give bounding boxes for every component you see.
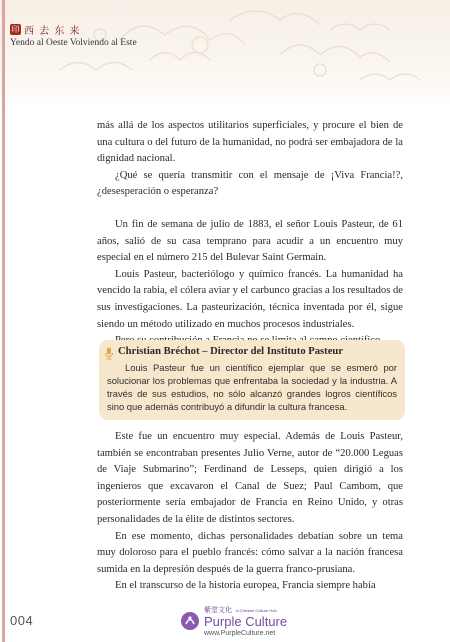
callout-title: Christian Bréchot – Director del Instituto Pasteur	[118, 346, 343, 357]
seal-icon: 印	[11, 25, 20, 34]
left-margin-stripe	[2, 0, 5, 642]
body-text-top	[97, 118, 403, 350]
running-head-title: Yendo al Oeste Volviendo al Este	[10, 38, 137, 48]
publisher-watermark	[180, 605, 287, 637]
paragraph: más allá de los aspectos utilitarios superficiales, y procure el bien de una cultura o del futuro de la humanidad, no podrá ser embajadora de la dignidad nacional.	[97, 120, 403, 165]
paragraph: Un fin de semana de julio de 1883, el señor Louis Pasteur, de 61 años, salió de su casa temprano para acudir a un encuentro muy especial en el número 215 del Bulevar Saint Germain.	[97, 218, 403, 264]
purple-culture-logo-icon	[180, 611, 200, 631]
decorative-cloud-header	[0, 0, 450, 110]
brand-name: Purple Culture	[204, 614, 288, 629]
body-text-bottom	[97, 429, 403, 595]
microphone-icon	[104, 347, 114, 360]
paragraph: En el transcurso de la historia europea, Francia siempre había	[115, 580, 376, 592]
cloud-pattern-icon	[0, 0, 450, 110]
callout-text: Louis Pasteur fue un científico ejemplar que se esmeró por solucionar los problemas que enfrentaba la sociedad y la industria. A través de sus estudios, no sólo alcanzó grandes logros científicos sino que además contribuyó a difundir la cultura francesa.	[107, 362, 397, 412]
quote-callout-box	[99, 340, 405, 420]
paragraph: ¿Qué se quería transmitir con el mensaje de ¡Viva Francia!?, ¿desesperación o esperanza?	[97, 169, 403, 198]
brand-chinese-name: 紫堂文化	[204, 606, 232, 614]
page-number: 004	[10, 613, 34, 628]
brand-tagline: A Chinese Culture Hub	[236, 608, 277, 613]
paragraph: Louis Pasteur, bacteriólogo y químico francés. La humanidad ha vencido la rabia, el cólera aviar y el carbunco gracias a los resultados de sus investigaciones. La pasteurización, técnica inventada por él, sigue siendo un método utilizado en muchos procesos industriales.	[97, 268, 403, 330]
paragraph: En ese momento, dichas personalidades debatían sobre un tema muy doloroso para el pueblo francés: cómo salvar a la nación francesa sumida en la depresión después de la guerra franco-prusiana.	[97, 530, 403, 575]
paragraph: Este fue un encuentro muy especial. Además de Louis Pasteur, también se encontraban presentes Julio Verne, autor de “20.000 Leguas de Viaje Submarino”; Ferdinand de Lesseps, quien dirigió a los ingenieros que excavaron el Canal de Suez; Paul Cambom, que posteriormente sería embajador de Francia en Reino Unido, y otras personalidades de la élite de distintos sectores.	[97, 431, 403, 525]
book-logo-text: 西 去 东 来	[24, 26, 81, 37]
brand-url: www.PurpleCulture.net	[204, 630, 276, 637]
running-header	[10, 22, 137, 48]
